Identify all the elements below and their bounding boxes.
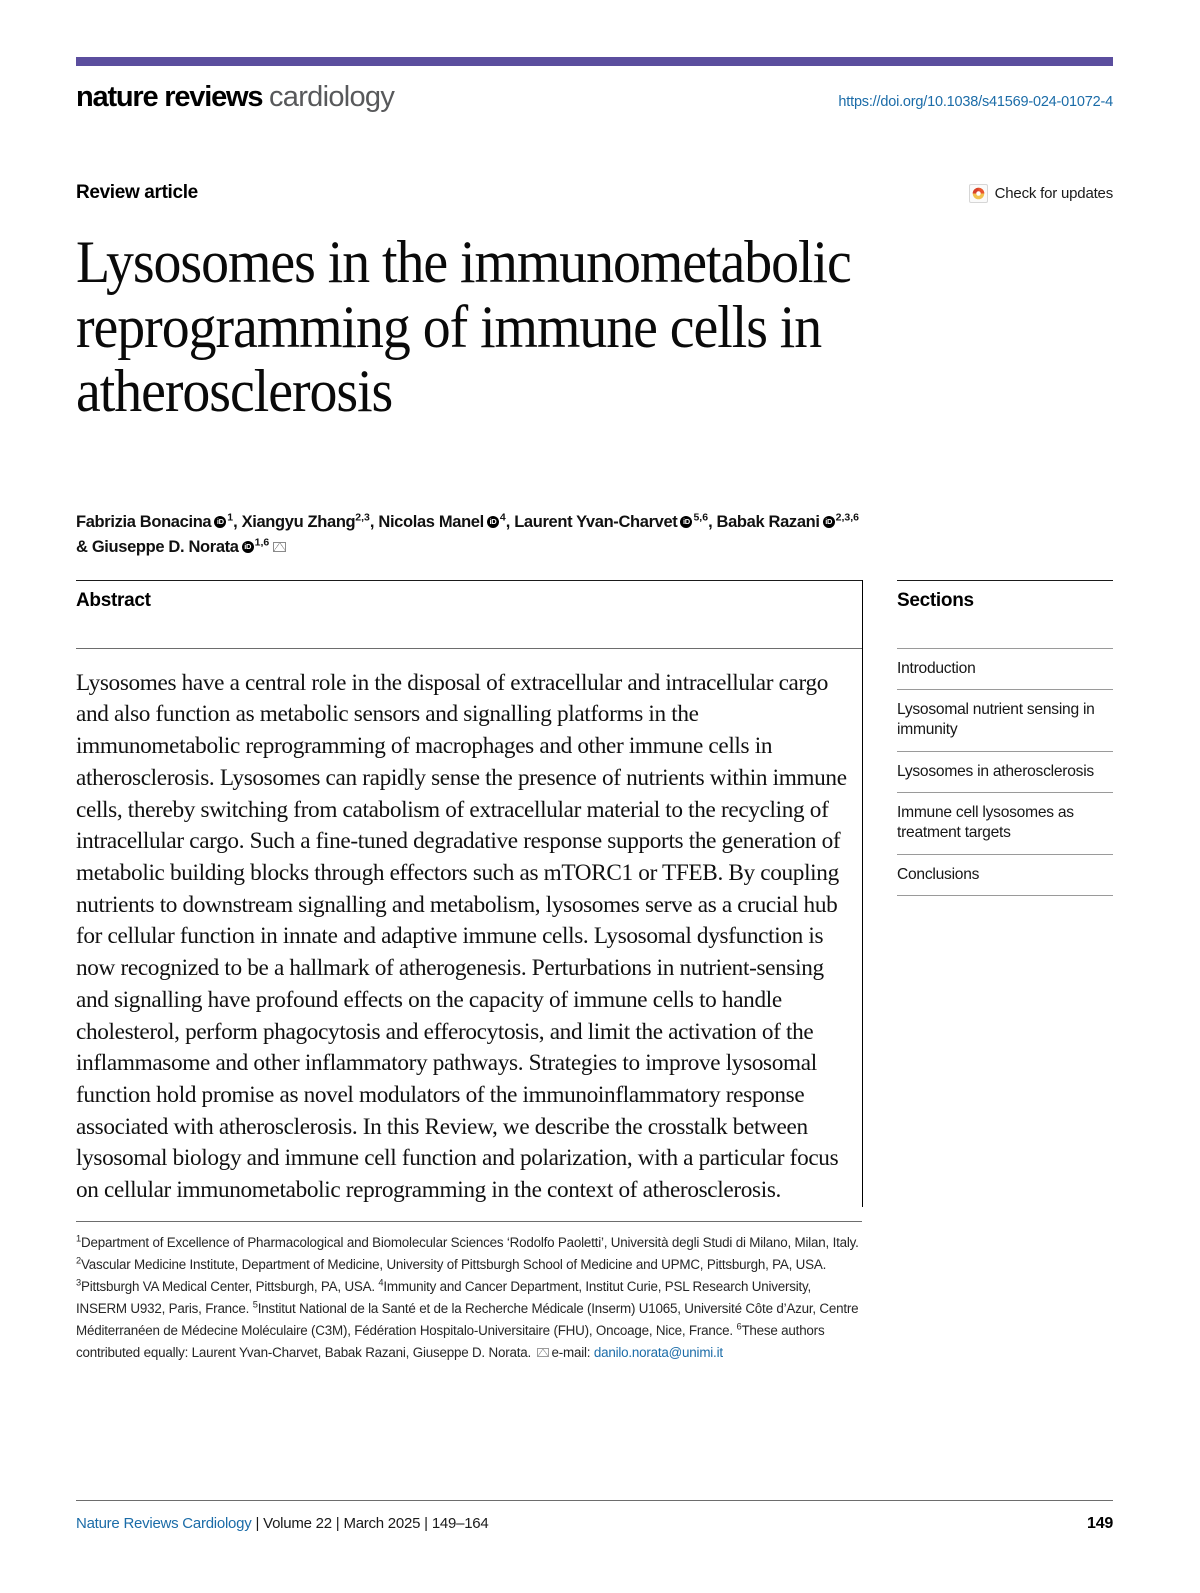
affiliation-index: 5 — [252, 1299, 258, 1310]
page-content — [76, 0, 1113, 1364]
author-name: Giuseppe D. Norata — [91, 537, 239, 556]
sidebar-item-conclusions[interactable]: Conclusions — [897, 854, 1113, 896]
page-number: 149 — [1087, 1515, 1113, 1532]
author-list — [76, 510, 1113, 560]
author-name: Nicolas Manel — [378, 512, 484, 531]
journal-subject: cardiology — [268, 81, 395, 113]
affiliation-index: 6 — [736, 1321, 742, 1332]
check-for-updates-button[interactable] — [969, 184, 1113, 203]
footer-separator-1: | — [255, 1515, 260, 1532]
affiliations-text: $^1$Department of Excellence of Pharmacological and Biomolecular Sciences ‘Rodolfo Paoletti’, Università degli Studi di Milano, Milan, Italy. $^2$Vascular Medicine Institute, Department of Medicine, University of Pittsburgh School of Medicine and UPMC, Pittsburgh, PA, USA. $^3$Pittsburgh VA Medical Center, Pittsburgh, PA, USA. $^4$Immunity and Cancer Department, Institut Curie, PSL Research University, INSERM U932, Paris, France. $^5$Institut National de la Santé et de la Recherche Médicale (Inserm) U1065, Université Côte d’Azur, Centre Méditerranéen de Médecine Moléculaire (C3M), Fédération Hospitalo-Universitaire (FHU), Oncoage, Nice, France. $^6$These authors contributed equally: Laurent Yvan-Charvet, Babak Razani, Giuseppe D. Norata. e-mail: danilo.norata@unimi.it — [76, 1233, 859, 1360]
abstract-heading: Abstract — [76, 589, 151, 611]
sidebar-item-lysosomes-in-atherosclerosis[interactable]: Lysosomes in atherosclerosis — [897, 751, 1113, 793]
affiliation-index: 2 — [76, 1255, 81, 1266]
author-name: Fabrizia Bonacina — [76, 512, 212, 531]
doi-link[interactable]: https://doi.org/10.1038/s41569-024-01072-4 — [838, 94, 1113, 110]
orcid-icon[interactable] — [214, 516, 226, 528]
orcid-icon[interactable] — [823, 516, 835, 528]
article-type-label: Review article — [76, 182, 198, 203]
footer-date: March 2025 — [343, 1515, 421, 1532]
sections-heading: Sections — [897, 589, 974, 611]
sections-column — [862, 580, 1113, 1207]
journal-logo — [76, 83, 394, 112]
affiliation-index: 4 — [378, 1277, 384, 1288]
affiliation-index: 3 — [76, 1277, 81, 1288]
sidebar-item-lysosomal-nutrient-sensing-in-immunity[interactable]: Lysosomal nutrient sensing in immunity — [897, 689, 1113, 750]
check-for-updates-label: Check for updates — [994, 184, 1113, 202]
corresponding-author-envelope-icon[interactable] — [273, 542, 286, 552]
abstract-column — [76, 580, 862, 1207]
corresponding-email-link[interactable]: danilo.norata@unimi.it — [593, 1344, 723, 1360]
abstract-text: Lysosomes have a central role in the disposal of extracellular and intracellular cargo and also function as metabolic sensors and signalling platforms in the immunometabolic reprogramming of macrophages and other immune cells in atherosclerosis. Lysosomes can rapidly sense the presence of nutrients within immune cells, thereby switching from catabolism of extracellular material to the recycling of intracellular cargo. Such a fine-tuned degradative response supports the generation of metabolic building blocks through effectors such as mTORC1 or TFEB. By coupling nutrients to downstream signalling and metabolism, lysosomes serve as a crucial hub for cellular function in innate and adaptive immune cells. Lysosomal dysfunction is now recognized to be a hallmark of atherogenesis. Perturbations in nutrient-sensing and signalling have profound effects on the capacity of immune cells to handle cholesterol, perform phagocytosis and efferocytosis, and limit the activation of the inflammasome and other inflammatory pathways. Strategies to improve lysosomal function hold promise as novel modulators of the immunoinflammatory response associated with atherosclerosis. In this Review, we describe the crosstalk between lysosomal biology and immune cell function and polarization, with a particular focus on cellular immunometabolic reprogramming in the context of atherosclerosis. — [76, 669, 847, 1204]
masthead — [76, 83, 1113, 112]
affiliation-marker: 4 — [499, 511, 506, 523]
affiliation-index: 1 — [76, 1233, 81, 1244]
sections-list — [897, 648, 1113, 896]
affiliation-marker: 2,3,6 — [835, 511, 859, 523]
author-name: Xiangyu Zhang — [241, 512, 356, 531]
sidebar-item-immune-cell-lysosomes-as-treatment-targets[interactable]: Immune cell lysosomes as treatment targets — [897, 792, 1113, 853]
footer-citation — [76, 1515, 488, 1532]
article-type-row — [76, 182, 1113, 204]
author-line-1: Fabrizia Bonacina iD $^1$, Xiangyu Zhang$^{2,3}$, Nicolas Manel iD $^4$, Laurent Yvan-Charvet iD $^{5,6}$, Babak Razani iD $^{2,3,6}$ — [76, 513, 859, 531]
page-footer — [76, 1500, 1113, 1533]
brand-rule — [76, 57, 1113, 66]
affiliation-marker: 1 — [227, 511, 234, 523]
orcid-icon[interactable] — [242, 541, 254, 553]
sidebar-item-introduction[interactable]: Introduction — [897, 648, 1113, 690]
orcid-icon[interactable] — [487, 516, 499, 528]
footer-separator-2: | — [335, 1515, 340, 1532]
author-name: Babak Razani — [716, 512, 820, 531]
affiliation-marker: 2,3 — [355, 511, 370, 523]
affiliations-block — [76, 1221, 862, 1364]
page-title: Lysosomes in the immunometabolic reprogramming of immune cells in atherosclerosis — [76, 229, 851, 424]
sections-bottom-rule — [897, 895, 1113, 896]
footer-journal-link[interactable]: Nature Reviews Cardiology — [76, 1515, 252, 1532]
journal-brand: nature reviews — [76, 81, 263, 113]
orcid-icon[interactable] — [680, 516, 692, 528]
footer-row — [76, 1515, 1113, 1533]
crossmark-icon — [969, 184, 988, 203]
footer-rule — [76, 1500, 1113, 1501]
footer-pages: 149–164 — [431, 1515, 489, 1532]
author-name: Laurent Yvan-Charvet — [514, 512, 678, 531]
footer-separator-3: | — [424, 1515, 428, 1532]
body-columns — [76, 580, 1113, 1207]
email-envelope-icon — [537, 1348, 549, 1357]
author-line-2: & Giuseppe D. Norata iD $^{1,6}$ — [76, 538, 286, 556]
affiliation-marker: 5,6 — [693, 511, 709, 523]
footer-volume: Volume 22 — [263, 1515, 332, 1532]
affiliation-marker: 1,6 — [254, 536, 270, 549]
